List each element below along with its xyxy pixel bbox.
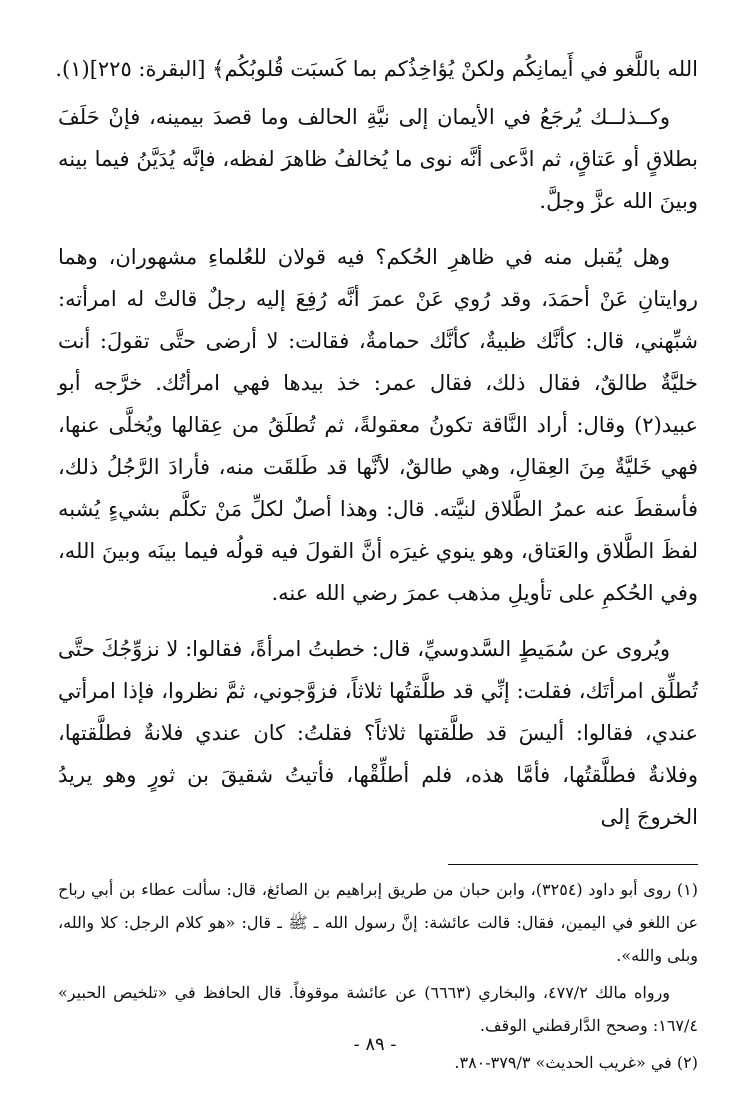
paragraph-intention: وكــذلــك يُرجَعُ في الأيمان إلى نيَّةِ الحالف وما قصدَ بيمينه، فإنْ حَلَفَ بطلاقٍ أو عَتاقٍ، ثم ادَّعى أنَّه نوى ما يُخالفُ ظاهرَ لفظه، فإنَّه يُدَيَّنُ فيما بينه وبينَ الله عزَّ وجلَّ. [58,105,698,213]
footnote-2: (٢) في «غريب الحديث» ٣٧٩/٣-٣٨٠. [454,1053,698,1072]
page-number: - ٨٩ - [353,1034,397,1055]
footnote-divider [448,864,698,865]
main-text [55,48,698,838]
paragraph-sumait-narration: ويُروى عن سُمَيطٍ السَّدوسيِّ، قال: خطبتُ امرأةً، فقالوا: لا نزوِّجُكَ حتَّى تُطلِّق امرأتَك، فقلت: إنِّي قد طلَّقتُها ثلاثاً، فزوَّجوني، ثمَّ نظروا، فإذا امرأتي عندي، فقالوا: أليسَ قد طلَّقتها ثلاثاً؟ فقلتُ: كان عندي فلانةٌ فطلَّقتها، وفلانةٌ فطلَّقتُها، فأمَّا هذه، فلم أطلِّقْها، فأتيتُ شقيقَ بن ثورٍ وهو يريدُ الخروجَ إلى [58,637,698,829]
footnote-1: (١) روى أبو داود (٣٢٥٤)، وابن حبان من طريق إبراهيم بن الصائغ، قال: سألت عطاء بن أبي رباح عن اللغو في اليمين، فقال: قالت عائشة: إنَّ رسول الله ـ ﷺ ـ قال: «هو كلام الرجل: كلا والله، وبلى والله». [58,880,698,965]
footnote-1-continued: ورواه مالك ٤٧٧/٢، والبخاري (٦٦٦٣) عن عائشة موقوفاً. قال الحافظ في «تلخيص الحبير» ١٦٧/٤: وصحح الدَّارقطني الوقف. [58,983,698,1035]
paragraph-umar-narration: وهل يُقبل منه في ظاهرِ الحُكم؟ فيه قولان للعُلماءِ مشهوران، وهما روايتانِ عَنْ أحمَدَ، وقد رُوي عَنْ عمرَ أنَّه رُفِعَ إليه رجلٌ قالتْ له امرأته: شبِّهني، قال: كأنَّك ظبيةٌ، كأنَّك حمامةٌ، فقالت: لا أرضى حتَّى تقولَ: أنت خليَّةٌ طالقٌ، فقال ذلك، فقال عمر: خذ بيدها فهي امرأتُك. خرَّجه أبو عبيد(٢) وقال: أراد النَّاقة تكونُ معقولةً، ثم تُطلَقُ من عِقالها ويُخلَّى عنها، فهي خَليَّةٌ مِنَ العِقالِ، وهي طالقٌ، لأنَّها قد طَلقَت منه، فأرادَ الرَّجُلُ ذلك، فأسقطَ عنه عمرُ الطَّلاق لنيَّته. قال: وهذا أصلٌ لكلِّ مَنْ تكلَّم بشيءٍ يُشبه لفظَ الطَّلاق والعَتاق، وهو ينوي غيرَه أنَّ القولَ فيه قولُه فيما بينَه وبينَ الله، وفي الحُكمِ على تأويلِ مذهب عمرَ رضي الله عنه. [58,245,698,605]
quran-verse-line: الله باللَّغو في أَيمانِكُم ولكنْ يُؤاخِذُكم بما كَسبَت قُلوبُكُم﴾ [البقرة: ٢٢٥](١). [55,57,698,81]
